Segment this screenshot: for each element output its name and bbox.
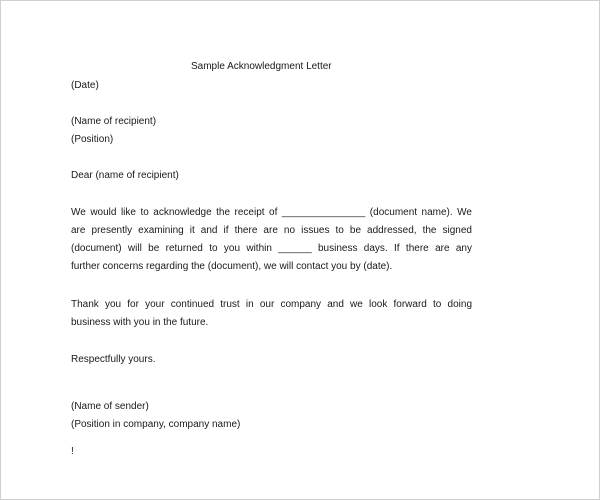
body-paragraph-1 [71,206,472,278]
recipient-position: (Position) [71,134,114,145]
sender-name: (Name of sender) [71,401,149,412]
paragraph-line: (document) will be returned to you within ______ business days. If there are any [71,243,472,254]
paragraph-line: business with you in the future. [71,317,209,328]
recipient-name: (Name of recipient) [71,116,157,127]
paragraph-line: are presently examining it and if there are no issues to be addressed, the signed [71,225,472,236]
salutation: Dear (name of recipient) [71,170,179,181]
closing: Respectfully yours. [71,354,156,365]
date-placeholder: (Date) [71,80,99,91]
letter-title: Sample Acknowledgment Letter [191,61,332,72]
sender-position: (Position in company, company name) [71,419,241,430]
paragraph-line: We would like to acknowledge the receipt of _______________ (document name). We [71,207,472,218]
body-paragraph-2 [71,298,472,334]
paragraph-line: Thank you for your continued trust in our company and we look forward to doing [71,299,472,310]
trailing-mark: ! [71,446,74,457]
paragraph-line: further concerns regarding the (document), we will contact you by (date). [71,261,393,272]
